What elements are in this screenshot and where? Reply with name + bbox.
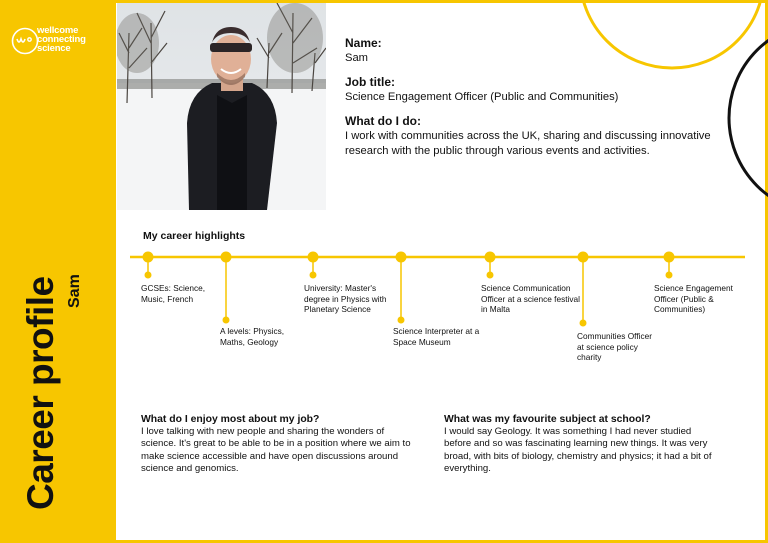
highlight-science-communication: Science Communication Officer at a science festival in Malta bbox=[481, 283, 580, 314]
highlight-communities-officer: Communities Officer at science policy charity bbox=[577, 331, 653, 362]
logo-line-2: connecting bbox=[37, 34, 86, 45]
highlight-a-levels: A levels: Physics, Maths, Geology bbox=[220, 326, 285, 347]
subject-body: I would say Geology. It was something I had never studied before and so was fascinating learning new things. It was very broad, with bits of biology, chemistry and physics; it had a bit of everything. bbox=[444, 426, 712, 474]
name-value: Sam bbox=[345, 52, 369, 64]
job-title-value: Science Engagement Officer (Public and Communities) bbox=[345, 91, 619, 103]
page-title: Career profile bbox=[20, 276, 61, 510]
what-do-i-do-label: What do I do: bbox=[345, 114, 421, 128]
vertical-title bbox=[20, 276, 62, 510]
highlight-university: University: Master's degree in Physics with Planetary Science bbox=[304, 283, 387, 314]
profile-info bbox=[345, 36, 715, 168]
subject-section bbox=[444, 414, 719, 475]
highlight-gcses: GCSEs: Science, Music, French bbox=[141, 283, 206, 304]
profile-name-vertical: Sam bbox=[66, 274, 83, 308]
enjoy-section bbox=[141, 414, 416, 475]
profile-photo bbox=[117, 3, 326, 210]
logo-line-1: wellcome bbox=[37, 25, 79, 36]
enjoy-heading: What do I enjoy most about my job? bbox=[141, 414, 320, 425]
highlight-science-interpreter: Science Interpreter at a Space Museum bbox=[393, 326, 480, 347]
highlight-science-engagement: Science Engagement Officer (Public & Communities) bbox=[654, 283, 733, 314]
enjoy-body: I love talking with new people and sharing the wonders of science. It's great to be able to be in a position where we aim to make science accessible and have open discussions around science and genomics. bbox=[141, 426, 411, 474]
job-title-label: Job title: bbox=[345, 75, 395, 89]
subject-heading: What was my favourite subject at school? bbox=[444, 414, 651, 425]
name-label: Name: bbox=[345, 36, 382, 50]
logo-line-3: science bbox=[37, 43, 71, 54]
logo-text bbox=[37, 26, 86, 53]
what-do-i-do-value: I work with communities across the UK, sharing and discussing innovative research with the public through various events and activities. bbox=[345, 130, 711, 157]
career-highlights-title: My career highlights bbox=[143, 230, 246, 242]
